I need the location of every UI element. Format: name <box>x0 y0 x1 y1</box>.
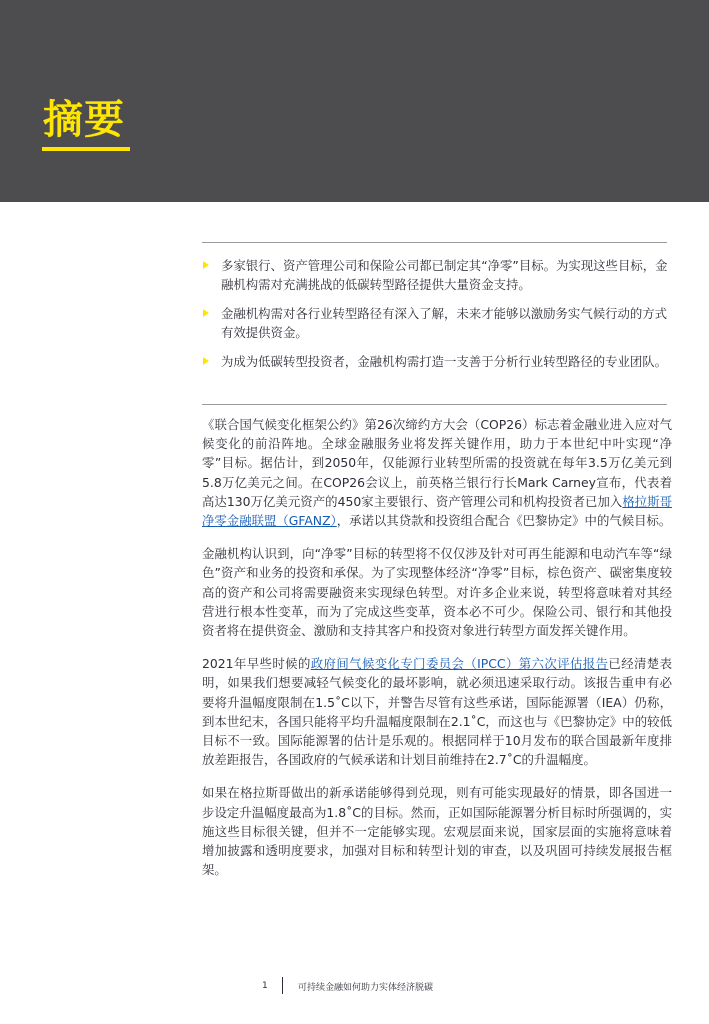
highlight-text: 金融机构需对各行业转型路径有深入了解，未来才能够以激励务实气候行动的方式有效提供资金。 <box>221 306 668 340</box>
highlight-text: 多家银行、资产管理公司和保险公司都已制定其“净零”目标。为实现这些目标，金融机构需对充满挑战的低碳转型路径提供大量资金支持。 <box>221 258 668 292</box>
page-footer <box>0 977 709 997</box>
title-underline <box>42 147 130 151</box>
footer-divider <box>282 977 283 994</box>
triangle-bullet-icon <box>203 309 209 317</box>
highlight-item <box>202 304 672 342</box>
paragraph-glasgow: 如果在格拉斯哥做出的新承诺能够得到兑现，则有可能实现最好的情景，即各国进一步设定升温幅度最高为1.8˚C的目标。然而，正如国际能源署分析目标时所强调的，实施这些目标很关键，但并不一定能够实现。宏观层面来说，国家层面的实施将意味着增加披露和透明度要求，加强对目标和转型计划的审查，以及巩固可持续发展报告框架。 <box>202 785 672 878</box>
highlight-item <box>202 352 672 371</box>
highlights-bottom-rule <box>202 404 667 405</box>
paragraph-text: ，承诺以其贷款和投资组合配合《巴黎协定》中的气候目标。 <box>336 513 672 529</box>
highlight-text: 为成为低碳转型投资者，金融机构需打造一支善于分析行业转型路径的专业团队。 <box>221 354 668 369</box>
ipcc-report-link[interactable]: 政府间气候变化专门委员会（IPCC）第六次评估报告 <box>310 656 609 672</box>
paragraph-transition: 金融机构认识到，向“净零”目标的转型将不仅仅涉及针对可再生能源和电动汽车等“绿色”资产和业务的投资和承保。为了实现整体经济“净零”目标，棕色资产、碳密集度较高的资产和公司将需要融资来实现绿色转型。对许多企业来说，转型将意味着对其经营进行根本性变革，而为了完成这些变革，资本必不可少。保险公司、银行和其他投资者将在提供资金、激励和支持其客户和投资对象进行转型方面发挥关键作用。 <box>202 546 672 639</box>
highlights-top-rule <box>202 242 667 243</box>
footer-document-title: 可持续金融如何助力实体经济脱碳 <box>298 983 434 993</box>
paragraph-text: 《联合国气候变化框架公约》第26次缔约方大会（COP26）标志着金融业进入应对气候变化的前沿阵地。全球金融服务业将发挥关键作用，助力于本世纪中叶实现“净零”目标。据估计，到2050年，仅能源行业转型所需的投资就在每年3.5万亿美元到5.8万亿美元之间。在COP26会议上，前英格兰银行行长Mark Carney宣布，代表着高达130万亿美元资产的450家主要银行、资产管理公司和机构投资者已加入 <box>202 417 672 509</box>
highlight-item <box>202 256 672 294</box>
page-number: 1 <box>262 981 268 991</box>
body-text <box>202 415 672 893</box>
triangle-bullet-icon <box>203 357 209 365</box>
paragraph-cop26 <box>202 415 672 530</box>
gfanz-link[interactable]: 格拉斯哥净零金融联盟（GFANZ） <box>202 493 672 529</box>
paragraph-text: 已经清楚表明，如果我们想要减轻气候变化的最坏影响，就必须迅速采取行动。该报告重申有必要将升温幅度限制在1.5˚C以下，并警告尽管有这些承诺，国际能源署（IEA）仍称，到本世纪末，各国只能将平均升温幅度限制在2.1˚C，而这也与《巴黎协定》中的较低目标不一致。国际能源署的估计是乐观的。根据同样于10月发布的联合国最新年度排放差距报告，各国政府的气候承诺和计划目前维持在2.7˚C的升温幅度。 <box>202 656 672 768</box>
key-highlights <box>202 256 672 381</box>
paragraph-text: 2021年早些时候的 <box>202 656 311 672</box>
triangle-bullet-icon <box>203 261 209 269</box>
page-title: 摘要 <box>43 97 125 143</box>
paragraph-ipcc <box>202 654 672 769</box>
